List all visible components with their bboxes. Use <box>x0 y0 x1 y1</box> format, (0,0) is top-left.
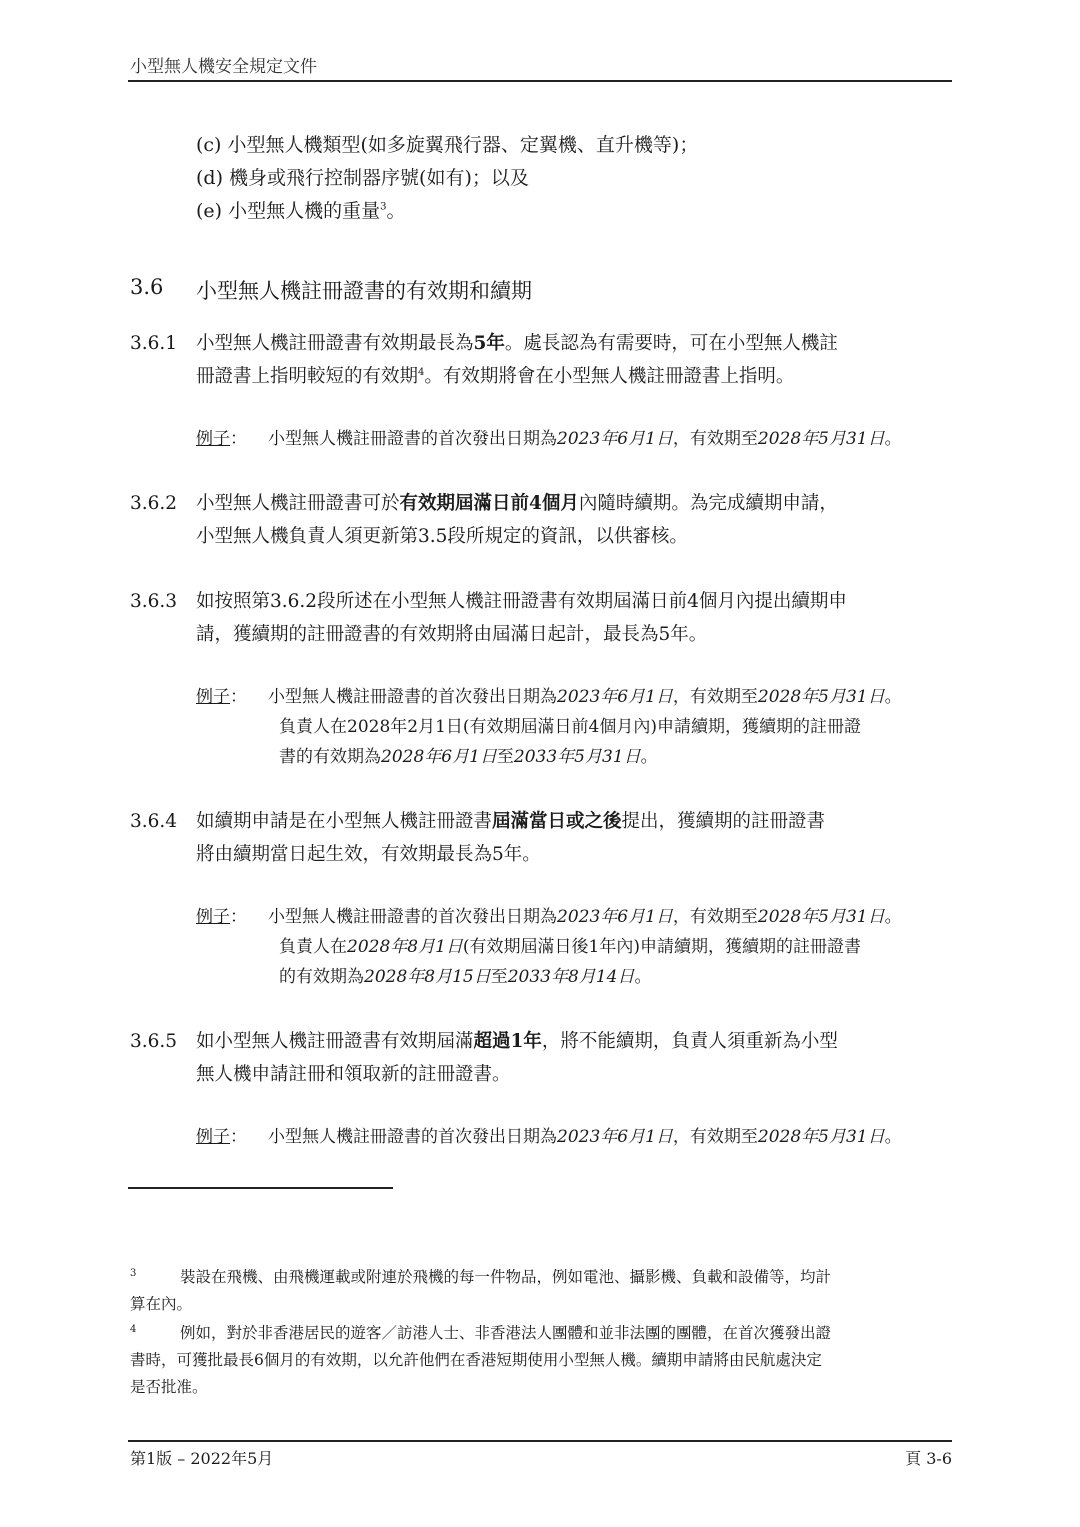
document-header-title: 小型無人機安全規定文件 <box>130 57 317 77</box>
footnote-separator <box>128 1187 393 1189</box>
example-line: 書的有效期為2028年6月1日至2033年5月31日。 <box>279 747 658 767</box>
item-label: (c) <box>196 134 222 156</box>
section-number: 3.6 <box>130 275 164 299</box>
footnote-ref: 4 <box>418 366 425 378</box>
footer-rule <box>128 1440 952 1442</box>
footnote-mark: 4 <box>130 1324 137 1335</box>
paragraph-3-6-5: 如小型無人機註冊證書有效期屆滿超過1年，將不能續期，負責人須重新為小型 無人機申請註冊和領取新的註冊證書。 <box>196 1031 838 1085</box>
item-text: 機身或飛行控制器序號(如有)；以及 <box>229 167 529 189</box>
item-text: 小型無人機的重量 <box>228 200 381 222</box>
paragraph-number: 3.6.1 <box>130 333 178 354</box>
paragraph-3-6-4: 如續期申請是在小型無人機註冊證書屆滿當日或之後提出，獲續期的註冊證書 將由續期當日起生效，有效期最長為5年。 <box>196 811 826 865</box>
footnote-4: 4 例如，對於非香港居民的遊客／訪港人士、非香港法人團體和並非法團的團體，在首次獲發出證 書時，可獲批最長6個月的有效期，以允許他們在香港短期使用小型無人機。續期申請將由民航處決定 是否批准。 <box>130 1316 952 1401</box>
example-label: 例子： <box>196 907 247 927</box>
example-line: 的有效期為2028年8月15日至2033年8月14日。 <box>279 967 652 987</box>
header-rule <box>128 80 952 82</box>
footer-page-number: 頁 3-6 <box>905 1449 952 1468</box>
paragraph-number: 3.6.4 <box>130 811 178 832</box>
example-label: 例子： <box>196 687 247 707</box>
example-label: 例子： <box>196 1127 247 1147</box>
footnote-ref: 3 <box>380 201 387 213</box>
item-text: 小型無人機類型(如多旋翼飛行器、定翼機、直升機等)； <box>227 134 699 156</box>
paragraph-number: 3.6.2 <box>130 493 178 514</box>
paragraph-number: 3.6.3 <box>130 591 178 612</box>
example-line: 小型無人機註冊證書的首次發出日期為2023年6月1日，有效期至2028年5月31日。 <box>268 687 902 707</box>
list-item-d <box>196 165 529 191</box>
example-line: 小型無人機註冊證書的首次發出日期為2023年6月1日，有效期至2028年5月31日。 <box>268 429 902 449</box>
example-line: 負責人在2028年2月1日(有效期屆滿日前4個月內)申請續期，獲續期的註冊證 <box>279 717 861 737</box>
example-label: 例子： <box>196 429 247 449</box>
list-item-e <box>196 198 406 224</box>
footnote-mark: 3 <box>130 1268 137 1279</box>
section-title: 小型無人機註冊證書的有效期和續期 <box>196 279 532 303</box>
list-item-c <box>196 132 698 158</box>
footnote-3: 3 裝設在飛機、由飛機運載或附連於飛機的每一件物品，例如電池、攝影機、負載和設備等，均計 算在內。 <box>130 1260 952 1318</box>
footer-edition: 第1版 – 2022年5月 <box>130 1449 274 1468</box>
item-label: (d) <box>196 167 223 189</box>
example-line: 小型無人機註冊證書的首次發出日期為2023年6月1日，有效期至2028年5月31日。 <box>268 907 902 927</box>
paragraph-number: 3.6.5 <box>130 1031 178 1052</box>
paragraph-3-6-3: 如按照第3.6.2段所述在小型無人機註冊證書有效期屆滿日前4個月內提出續期申 請，獲續期的註冊證書的有效期將由屆滿日起計，最長為5年。 <box>196 591 847 645</box>
example-line: 小型無人機註冊證書的首次發出日期為2023年6月1日，有效期至2028年5月31日。 <box>268 1127 902 1147</box>
example-line: 負責人在2028年8月1日(有效期屆滿日後1年內)申請續期，獲續期的註冊證書 <box>279 937 861 957</box>
item-tail: 。 <box>386 200 406 222</box>
paragraph-3-6-1: 小型無人機註冊證書有效期最長為5年。處長認為有需要時，可在小型無人機註 冊證書上指明較短的有效期$^4$。有效期將會在小型無人機註冊證書上指明。 <box>196 333 838 387</box>
paragraph-3-6-2: 小型無人機註冊證書可於有效期屆滿日前4個月內隨時續期。為完成續期申請， 小型無人機負責人須更新第3.5段所規定的資訊，以供審核。 <box>196 493 838 547</box>
item-label: (e) <box>196 200 223 222</box>
